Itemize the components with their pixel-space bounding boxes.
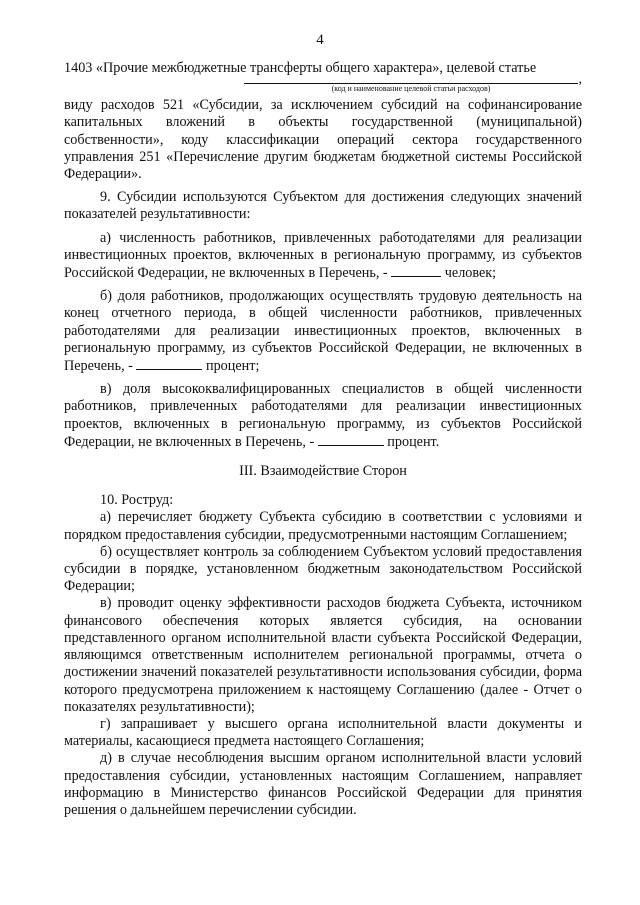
section-title: III. Взаимодействие Сторон xyxy=(239,463,407,480)
paragraph-9v-unit: процент. xyxy=(387,433,440,450)
paragraph-9v-text: в) доля высококвалифицированных специалистов в общей численности работников, привлеченных работодателями для реализации инвестиционных проектов, включенных в региональную программу, из субъектов Российской Федерации, не включенных в Перечень, - xyxy=(64,381,582,450)
document-body xyxy=(64,60,582,819)
paragraph-10g: г) запрашивает у высшего органа исполнительной власти документы и материалы, касающиеся предмета настоящего Соглашения; xyxy=(64,715,582,750)
paragraph-9: 9. Субсидии используются Субъектом для достижения следующих значений показателей результативности: xyxy=(64,189,582,223)
header-line xyxy=(64,60,582,77)
paragraph-10a: а) перечисляет бюджету Субъекта субсидию в соответствии с условиями и порядком предоставления субсидии, предусмотренными настоящим Соглашением; xyxy=(64,509,582,543)
paragraph-9b-text: б) доля работников, продолжающих осуществлять трудовую деятельность на конец отчетного периода, в общей численности работников, привлеченных работодателями для реализации инвестиционных проектов, включенных в региональную программу, из субъектов Российской Федерации, не включенных в Перечень, - xyxy=(64,288,582,375)
blank-field-9a xyxy=(391,264,441,277)
paragraph-9a xyxy=(64,230,582,283)
paragraph-9a-unit: человек; xyxy=(444,265,497,282)
paragraph-10v: в) проводит оценку эффективности расходов бюджета Субъекта, источником финансового обеспечения которых является субсидия, на основании представленного органом исполнительной власти субъекта Российской Федерации, являющимся ответственным исполнителем региональной программы, отчета о достижении значений показателей результативности использования субсидии, форма которого предусмотрена приложением к настоящему Соглашению (далее - Отчет о показателях результативности); xyxy=(64,595,582,715)
paragraph-9v xyxy=(64,381,582,451)
paragraph-10d: д) в случае несоблюдения высшим органом исполнительной власти условий предоставления субсидии, установленных настоящим Соглашением, направляет информацию в Министерство финансов Российской Федерации для принятия решения о дальнейшем перечислении субсидии. xyxy=(64,750,582,818)
paragraph-9b-unit: процент; xyxy=(206,358,260,375)
page-number: 4 xyxy=(316,32,324,48)
header-text: 1403 «Прочие межбюджетные трансферты общего характера», целевой статье xyxy=(64,60,537,76)
paragraph-10b: б) осуществляет контроль за соблюдением Субъектом условий предоставления субсидии в порядке, установленном бюджетным законодательством Российской Федерации; xyxy=(64,543,582,595)
paragraph-10: 10. Роструд: xyxy=(100,492,174,509)
target-article-field xyxy=(64,72,582,97)
blank-field-9v xyxy=(318,433,384,446)
field-caption: (код и наименование целевой статьи расходов) xyxy=(331,84,491,94)
header-comma: , xyxy=(578,72,582,88)
paragraph-9b xyxy=(64,288,582,375)
paragraph-expense-type: виду расходов 521 «Субсидии, за исключением субсидий на софинансирование капитальных вложений в объекты государственной (муниципальной) собственности», коду классификации операций сектора государственного управления 251 «Перечисление другим бюджетам бюджетной системы Российской Федерации». xyxy=(64,97,582,183)
blank-field-9b xyxy=(136,357,202,370)
paragraph-9a-text: а) численность работников, привлеченных работодателями для реализации инвестиционных проектов, включенных в региональную программу, из субъектов Российской Федерации, не включенных в Перечень, - xyxy=(64,229,582,282)
